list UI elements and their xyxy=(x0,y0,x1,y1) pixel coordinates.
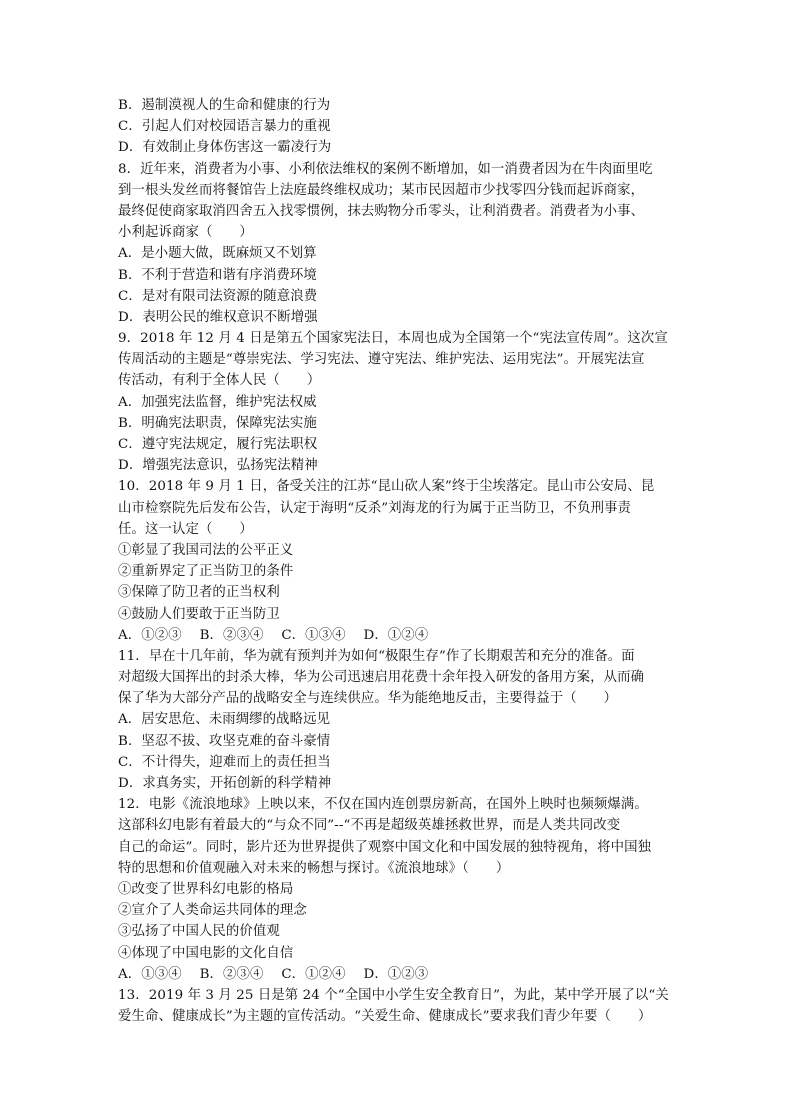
text-line: A．是小题大做，既麻烦又不划算 xyxy=(118,246,317,262)
text-line: 爱生命、健康成长”为主题的宣传活动。“关爱生命、健康成长”要求我们青少年要（ ） xyxy=(118,1009,652,1025)
text-line: 10．2018 年 9 月 1 日，备受关注的江苏“昆山砍人案”终于尘埃落定。昆山市公安局、昆 xyxy=(118,479,655,495)
text-line: 11．早在十几年前，华为就有预判并为如何“极限生存”作了长期艰苦和充分的准备。面 xyxy=(118,648,635,664)
text-line: A．①②③ B．②③④ C．①③④ D．①②④ xyxy=(118,627,429,643)
text-line: 特的思想和价值观融入对未来的畅想与探讨。《流浪地球》（ ） xyxy=(118,860,510,876)
text-line: C．是对有限司法资源的随意浪费 xyxy=(118,288,318,304)
text-line: ①彰显了我国司法的公平正义 xyxy=(118,542,294,558)
text-line: 保了华为大部分产品的战略安全与连续供应。华为能绝地反击，主要得益于（ ） xyxy=(118,691,618,707)
text-line: 山市检察院先后发布公告，认定于海明“反杀”刘海龙的行为属于正当防卫，不负刑事责 xyxy=(118,500,632,516)
text-line: C．引起人们对校园语言暴力的重视 xyxy=(118,119,331,135)
text-line: 这部科幻电影有着最大的“与众不同”--“不再是超级英雄拯救世界，而是人类共同改变 xyxy=(118,818,621,834)
text-line: C．遵守宪法规定，履行宪法职权 xyxy=(118,437,318,452)
text-line: 任。这一认定（ ） xyxy=(118,521,253,537)
text-line: B．坚忍不拔、攻坚克难的奋斗豪情 xyxy=(118,733,331,749)
text-line: D．增强宪法意识，弘扬宪法精神 xyxy=(118,458,318,474)
text-line: ②宣介了人类命运共同体的理念 xyxy=(118,903,307,919)
text-line: B．遏制漠视人的生命和健康的行为 xyxy=(118,98,331,113)
text-line: 9．2018 年 12 月 4 日是第五个国家宪法日，本周也成为全国第一个“宪法宣传周”。这次宣 xyxy=(118,331,668,347)
text-line: A．加强宪法监督，维护宪法权威 xyxy=(118,394,317,410)
text-line: 传活动，有利于全体人民（ ） xyxy=(118,373,321,389)
text-line: ①改变了世界科幻电影的格局 xyxy=(118,881,294,897)
text-line: 8．近年来，消费者为小事、小利依法维权的案例不断增加，如一消费者因为在牛肉面里吃 xyxy=(118,161,653,177)
text-line: 12．电影《流浪地球》上映以来，不仅在国内连创票房新高，在国外上映时也频频爆满。 xyxy=(118,797,648,813)
text-line: A．①③④ B．②③④ C．①②④ D．①②③ xyxy=(118,966,429,982)
text-line: B．明确宪法职责，保障宪法实施 xyxy=(118,415,317,431)
text-line: 小利起诉商家（ ） xyxy=(118,225,253,241)
text-line: ④体现了中国电影的文化自信 xyxy=(118,945,294,961)
text-line: D．表明公民的维权意识不断增强 xyxy=(118,309,318,325)
text-line: ③保障了防卫者的正当权利 xyxy=(118,585,280,601)
text-line: 最终促使商家取消四舍五入找零惯例，抹去购物分币零头，让利消费者。消费者为小事、 xyxy=(118,203,645,219)
text-line: C．不计得失，迎难而上的责任担当 xyxy=(118,754,331,770)
text-line: 13．2019 年 3 月 25 日是第 24 个“全国中小学生安全教育日”，为此，某中学开展了以“关 xyxy=(118,987,669,1003)
text-line: 到一根头发丝而将餐馆告上法庭最终维权成功；某市民因超市少找零四分钱而起诉商家， xyxy=(118,182,645,198)
text-line: 传周活动的主题是“尊崇宪法、学习宪法、遵守宪法、维护宪法、运用宪法”。开展宪法宣 xyxy=(118,352,645,368)
text-line: ④鼓励人们要敢于正当防卫 xyxy=(118,606,280,622)
text-line: ②重新界定了正当防卫的条件 xyxy=(118,564,294,580)
question-text-body xyxy=(118,95,678,1027)
text-line: D．求真务实，开拓创新的科学精神 xyxy=(118,776,332,791)
text-line: 对超级大国挥出的封杀大棒，华为公司迅速启用花费十余年投入研发的备用方案，从而确 xyxy=(118,670,645,686)
text-line: B．不利于营造和谐有序消费环境 xyxy=(118,267,317,283)
text-line: D．有效制止身体伤害这一霸凌行为 xyxy=(118,140,332,156)
text-line: 自己的命运”。同时，影片还为世界提供了观察中国文化和中国发展的独特视角，将中国独 xyxy=(118,839,652,855)
text-line: ③弘扬了中国人民的价值观 xyxy=(118,924,280,940)
text-line: A．居安思危、未雨绸缪的战略远见 xyxy=(118,712,331,728)
